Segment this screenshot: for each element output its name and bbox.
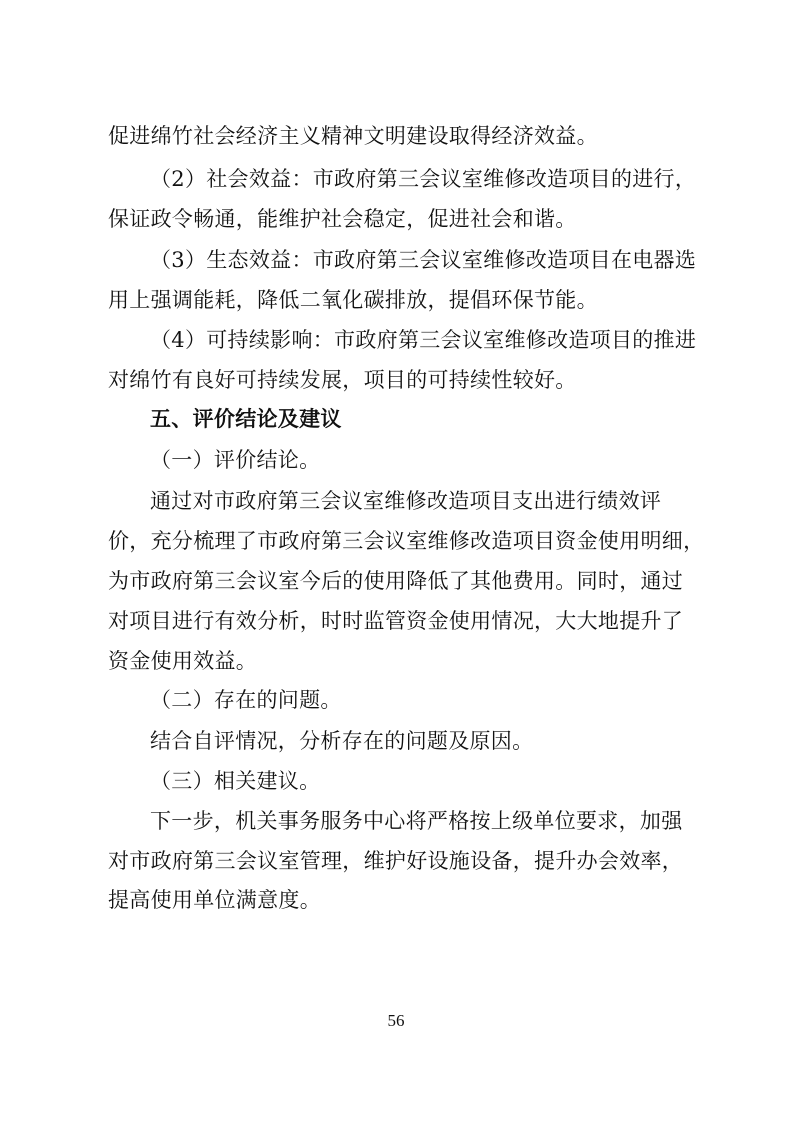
paragraph-line: 价，充分梳理了市政府第三会议室维修改造项目资金使用明细， <box>108 529 705 553</box>
paragraph-line: 通过对市政府第三会议室维修改造项目支出进行绩效评 <box>150 489 662 513</box>
paragraph-line: 下一步，机关事务服务中心将严格按上级单位要求，加强 <box>150 809 683 833</box>
paragraph-line: （3）生态效益：市政府第三会议室维修改造项目在电器选 <box>150 248 697 272</box>
paragraph-line: （4）可持续影响：市政府第三会议室维修改造项目的推进 <box>150 328 697 352</box>
paragraph-line: 对项目进行有效分析，时时监管资金使用情况，大大地提升了 <box>108 609 684 633</box>
paragraph-line: 对绵竹有良好可持续发展，项目的可持续性较好。 <box>108 368 577 392</box>
subsection-heading: （一）评价结论。 <box>150 448 321 472</box>
paragraph-line: 为市政府第三会议室今后的使用降低了其他费用。同时，通过 <box>108 569 684 593</box>
section-heading: 五、评价结论及建议 <box>150 406 342 431</box>
paragraph-line: （2）社会效益：市政府第三会议室维修改造项目的进行， <box>150 167 697 191</box>
paragraph-line: 结合自评情况，分析存在的问题及原因。 <box>150 729 534 753</box>
subsection-heading: （三）相关建议。 <box>150 769 321 793</box>
paragraph-line: 对市政府第三会议室管理，维护好设施设备，提升办会效率， <box>108 849 684 873</box>
page-number: 56 <box>387 1011 405 1030</box>
paragraph-line: 促进绵竹社会经济主义精神文明建设取得经济效益。 <box>108 124 598 148</box>
subsection-heading: （二）存在的问题。 <box>150 688 342 712</box>
paragraph-line: 提高使用单位满意度。 <box>108 888 321 912</box>
paragraph-line: 保证政令畅通，能维护社会稳定，促进社会和谐。 <box>108 207 577 231</box>
paragraph-line: 资金使用效益。 <box>108 649 258 673</box>
paragraph-line: 用上强调能耗，降低二氧化碳排放，提倡环保节能。 <box>108 288 598 312</box>
